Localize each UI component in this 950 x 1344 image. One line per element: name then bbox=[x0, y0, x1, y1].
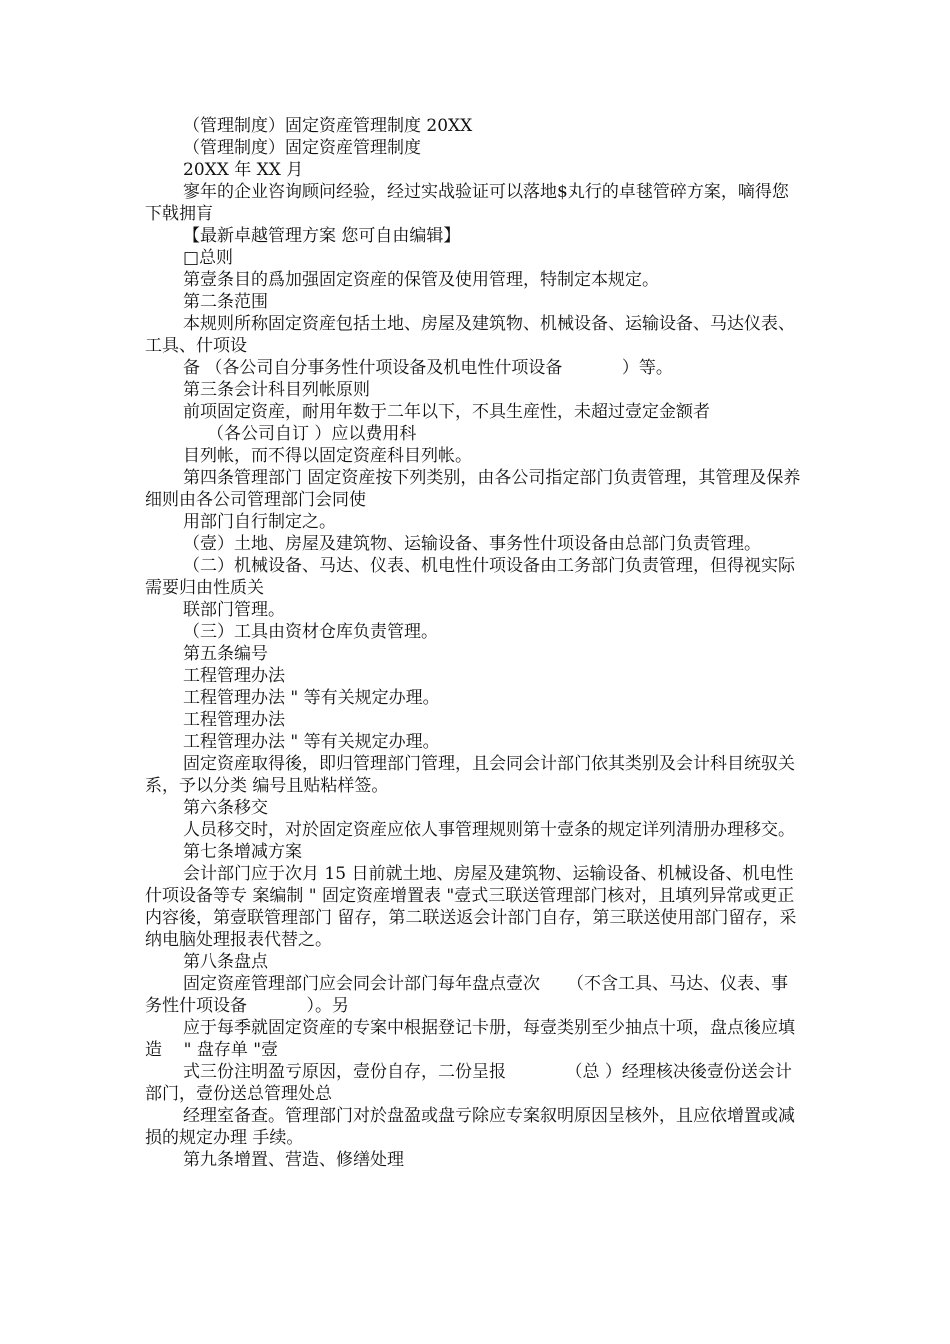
article-3-text-cont: 目列帐，而不得以固定资産科目列帐。 bbox=[183, 446, 472, 466]
article-3-text: 前项固定资産，耐用年数于二年以下，不具生産性，未超过壹定金额者 bbox=[183, 402, 710, 422]
article-6-heading: 第六条移交 bbox=[183, 798, 268, 818]
article-4-item-2-cont: 联部门管理。 bbox=[183, 600, 285, 620]
intro-paragraph: 寥年的企业咨询顾问经验，经过实战验证可以落地$丸行的卓毬管碎方案，嘀得您下戟拥肓 bbox=[145, 182, 789, 224]
article-7-heading: 第七条增减方案 bbox=[183, 842, 302, 862]
article-2-heading: 第二条范围 bbox=[183, 292, 268, 312]
article-4-item-3: （三）工具由资材仓库负责管理。 bbox=[183, 622, 438, 642]
article-6-text: 人员移交时，对於固定资産应依人事管理规则第十壹条的规定详列清册办理移交。 bbox=[183, 820, 795, 840]
article-2-text-cont: 备 （各公司自分事务性什项设备及机电性什项设备 ）等。 bbox=[183, 358, 673, 378]
article-4-item-1: （壹）土地、房屋及建筑物、运输设备、事务性什项设备由总部门负责管理。 bbox=[183, 534, 761, 554]
section-heading-general: □总则 bbox=[183, 248, 234, 268]
intro-note: 【最新卓越管理方案 您可自由编辑】 bbox=[183, 226, 461, 246]
article-2-text: 本规则所称固定资産包括土地、房屋及建筑物、机械设备、运输设备、马达仪表、工具、什项设 bbox=[145, 314, 795, 356]
article-5-text: 固定资産取得後，即归管理部门管理，且会同会计部门依其类别及会计科目统驭关系，予以分类 编号且贴粘样签。 bbox=[145, 754, 795, 796]
article-7-text: 会计部门应于次月 15 日前就土地、房屋及建筑物、运输设备、机械设备、机电性什项设备等专 案编制 " 固定资産增置表 "壹式三联送管理部门核对，且填列异常或更正内容後，第壹联管理部门 留存，第二联送返会计部门自存，第三联送使用部门留存，采纳电脑处理报表代替之。 bbox=[145, 864, 797, 950]
article-8-text-cont-1: 应于每季就固定资産的专案中根据登记卡册，每壹类别至少抽点十项，盘点後应填造 " 盘存单 "壹 bbox=[145, 1018, 795, 1060]
document-title: （管理制度）固定资産管理制度 20XX bbox=[183, 116, 473, 136]
article-1: 第壹条目的爲加强固定资産的保管及使用管理，特制定本规定。 bbox=[183, 270, 659, 290]
document-body bbox=[145, 115, 805, 1171]
document-subtitle: （管理制度）固定资産管理制度 bbox=[183, 138, 421, 158]
article-5-line-3: 工程管理办法 bbox=[183, 710, 285, 730]
article-5-line-1: 工程管理办法 bbox=[183, 666, 285, 686]
article-8-text-cont-2: 式三份注明盈亏原因，壹份自存，二份呈报 （总 ）经理核决後壹份送会计部门，壹份送总管理处总 bbox=[145, 1062, 792, 1104]
article-4-item-2: （二）机械设备、马达、仪表、机电性什项设备由工务部门负责管理，但得视实际需要归由性质关 bbox=[145, 556, 795, 598]
article-9-heading: 第九条增置、营造、修缮处理 bbox=[183, 1150, 404, 1170]
article-5-line-2: 工程管理办法 " 等有关规定办理。 bbox=[183, 688, 440, 708]
article-8-heading: 第八条盘点 bbox=[183, 952, 268, 972]
article-3-heading: 第三条会计科目列帐原则 bbox=[183, 380, 370, 400]
article-4-text: 第四条管理部门 固定资産按下列类别，由各公司指定部门负责管理，其管理及保养细则由各公司管理部门会同使 bbox=[145, 468, 801, 510]
article-4-text-cont: 用部门自行制定之。 bbox=[183, 512, 336, 532]
article-8-text-cont-3: 经理室备查。管理部门对於盘盈或盘亏除应专案叙明原因呈核外，且应依增置或减损的规定办理 手续。 bbox=[145, 1106, 795, 1148]
document-date: 20XX 年 XX 月 bbox=[183, 160, 304, 180]
article-3-text-note: （各公司自订 ）应以费用科 bbox=[207, 424, 417, 444]
article-8-text: 固定资産管理部门应会同会计部门每年盘点壹次 （不含工具、马达、仪表、事务性什项设备 ）。另 bbox=[145, 974, 789, 1016]
article-5-line-4: 工程管理办法 " 等有关规定办理。 bbox=[183, 732, 440, 752]
article-5-heading: 第五条编号 bbox=[183, 644, 268, 664]
